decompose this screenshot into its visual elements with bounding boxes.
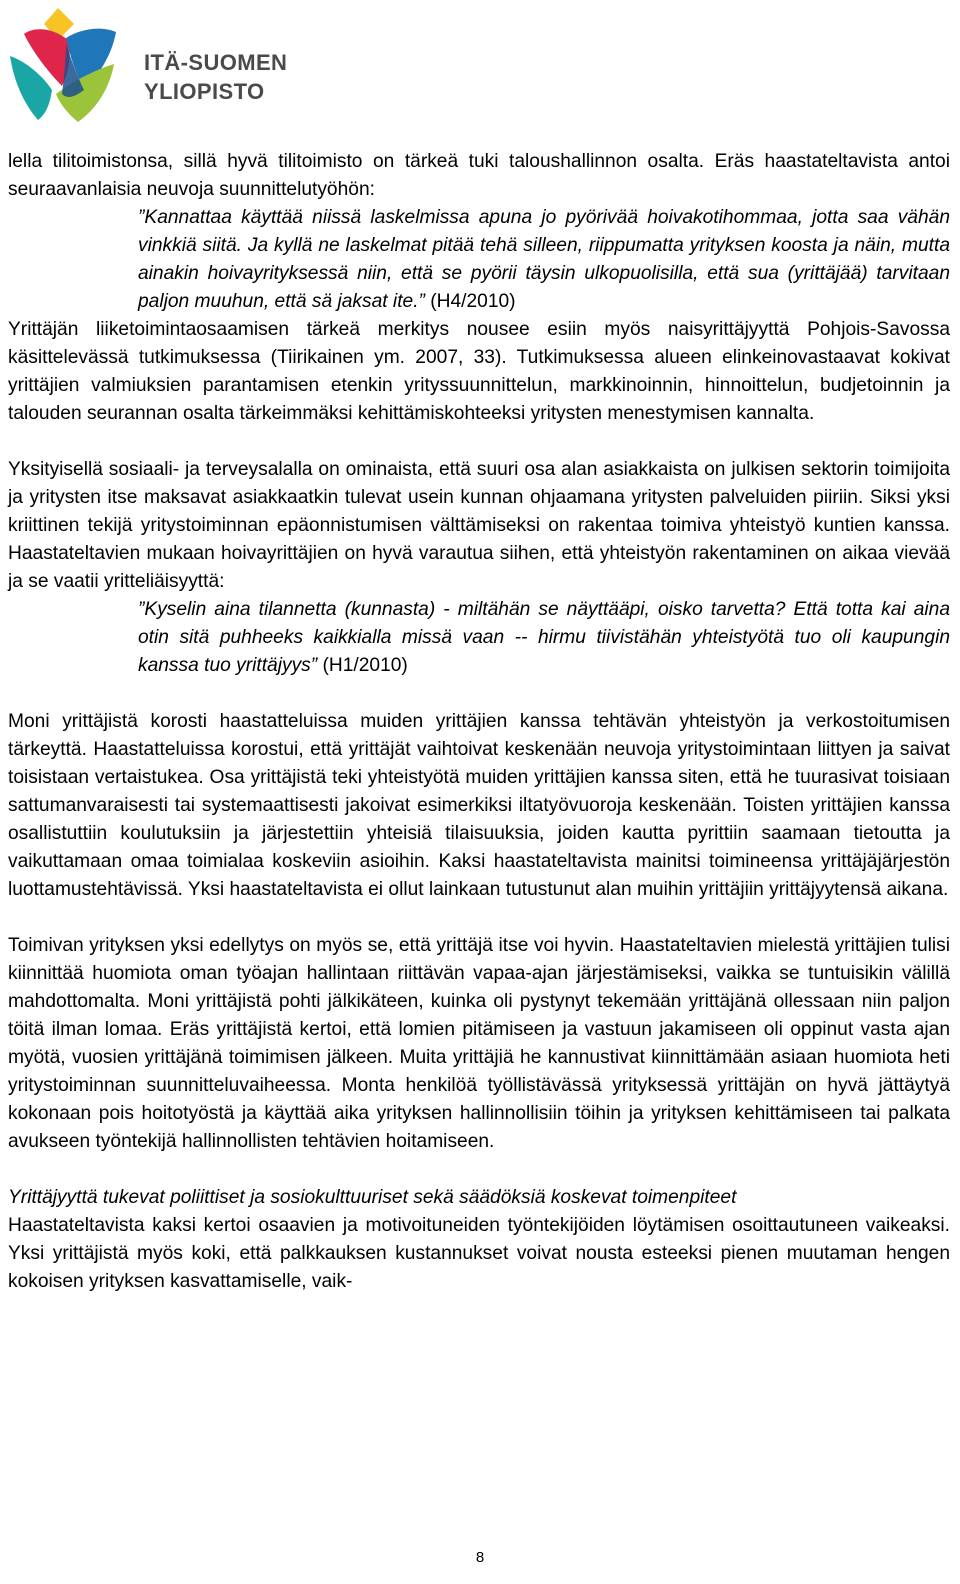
- logo-line-1: ITÄ-SUOMEN: [144, 50, 288, 75]
- quote-2: [138, 596, 950, 680]
- paragraph-2: Yrittäjän liiketoimintaosaamisen tärkeä merkitys nousee esiin myös naisyrittäjyyttä Pohjois-Savossa käsittelevässä tutkimuksessa (Tiirikainen ym. 2007, 33). Tutkimuksessa alueen elinkeinovastaavat kokivat yrittäjien valmiuksien parantamisen etenkin yrityssuunnittelun, markkinoinnin, hinnoittelun, budjetoinnin ja talouden seurannan osalta tärkeimmäksi kehittämiskohteeksi yritysten menestymisen kannalta.: [8, 319, 950, 424]
- page-number: 8: [475, 1549, 485, 1566]
- paragraph-4: Moni yrittäjistä korosti haastatteluissa muiden yrittäjien kanssa tehtävän yhteistyön ja verkostoitumisen tärkeyttä. Haastatteluissa korostui, että yrittäjät vaihtoivat keskenään neuvoja yritystoimintaan liittyen ja saivat toisistaan vertaistukea. Osa yrittäjistä teki yhteistyötä muiden yrittäjien kanssa siten, että he tuurasivat toisiaan sattumanvaraisesti tai systemaattisesti jakoivat esimerkiksi iltatyövuoroja keskenään. Toisten yrittäjien kanssa osallistuttiin koulutuksiin ja järjestettiin yhteisiä tilaisuuksia, joiden kautta pyrittiin saamaan tietoutta ja vaikuttamaan omaa toimialaa koskeviin asioihin. Kaksi haastateltavista mainitsi toimineensa yrittäjäjärjestön luottamustehtävissä. Yksi haastateltavista ei ollut lainkaan tutustunut alan muihin yrittäjiin yrittäjyytensä aikana.: [8, 711, 950, 900]
- section-subheading: Yrittäjyyttä tukevat poliittiset ja sosiokulttuuriset sekä säädöksiä koskevat toimenpiteet: [8, 1187, 737, 1208]
- paragraph-5: Toimivan yrityksen yksi edellytys on myös se, että yrittäjä itse voi hyvin. Haastateltavien mielestä yrittäjien tulisi kiinnittää huomiota oman työajan hallintaan riittävän vapaa-ajan järjestämiseksi, vaikka se tuntuisikin välillä mahdottomalta. Moni yrittäjistä pohti jälkikäteen, kuinka oli pystynyt tekemään yrittäjänä ollessaan niin paljon töitä ilman lomaa. Eräs yrittäjistä kertoi, että lomien pitämiseen ja vastuun jakamiseen oli oppinut vasta ajan myötä, vuosien yrittäjänä toimimisen jälkeen. Muita yrittäjiä he kannustivat kiinnittämään asiaan huomiota heti yritystoiminnan suunnitteluvaiheessa. Monta henkilöä työllistävässä yrityksessä yrittäjän on hyvä jättäytyä kokonaan pois hoitotyöstä ja käyttää aika yrityksen hallinnollisiin töihin ja yrityksen kehittämiseen tai palkata avukseen työntekijä hallinnollisten tehtävien hoitamiseen.: [8, 935, 950, 1152]
- document-body: [8, 148, 950, 1296]
- quote-2-text: ”Kyselin aina tilannetta (kunnasta) - miltähän se näyttääpi, oisko tarvetta? Että totta kai aina otin sitä puhheeks kaikkialla missä vaan -- hirmu tiivistähän yhteistyötä tuo oli kaupungin kanssa tuo yrittäjyys”: [138, 599, 950, 676]
- paragraph-6: Haastateltavista kaksi kertoi osaavien ja motivoituneiden työntekijöiden löytämisen osoittautuneen vaikeaksi. Yksi yrittäjistä myös koki, että palkkauksen kustannukset voivat nousta esteeksi pienen muutaman hengen kokoisen yrityksen kasvattamiselle, vaik-: [8, 1215, 950, 1292]
- university-logo: [6, 4, 306, 122]
- university-logo-text: [144, 48, 287, 106]
- quote-1: [138, 204, 950, 316]
- university-logo-mark-icon: [6, 4, 134, 122]
- quote-1-source: (H4/2010): [424, 291, 516, 312]
- quote-1-text: ”Kannattaa käyttää niissä laskelmissa apuna jo pyörivää hoivakotihommaa, jotta saa vähän vinkkiä siitä. Ja kyllä ne laskelmat pitää tehä silleen, riippumatta yrityksen koosta ja näin, mutta ainakin hoivayrityksessä niin, että se pyörii täysin ulkopuolisilla, että sua (yrittäjää) tarvitaan paljon muuhun, että sä jaksat ite.”: [138, 207, 950, 312]
- quote-2-source: (H1/2010): [317, 655, 408, 676]
- paragraph-1: lella tilitoimistonsa, sillä hyvä tilitoimisto on tärkeä tuki taloushallinnon osalta. Eräs haastateltavista antoi seuraavanlaisia neuvoja suunnittelutyöhön:: [8, 151, 950, 200]
- paragraph-3: Yksityisellä sosiaali- ja terveysalalla on ominaista, että suuri osa alan asiakkaista on julkisen sektorin toimijoita ja yritysten itse maksavat asiakkaatkin tulevat usein kunnan ohjaamana yritysten palveluiden piiriin. Siksi yksi kriittinen tekijä yritystoiminnan epäonnistumisen välttämiseksi on rakentaa toimiva yhteistyö kuntien kanssa. Haastateltavien mukaan hoivayrittäjien on hyvä varautua siihen, että yhteistyön rakentaminen on aikaa vievää ja se vaatii yritteliäisyyttä:: [8, 459, 950, 592]
- logo-line-2: YLIOPISTO: [144, 79, 265, 104]
